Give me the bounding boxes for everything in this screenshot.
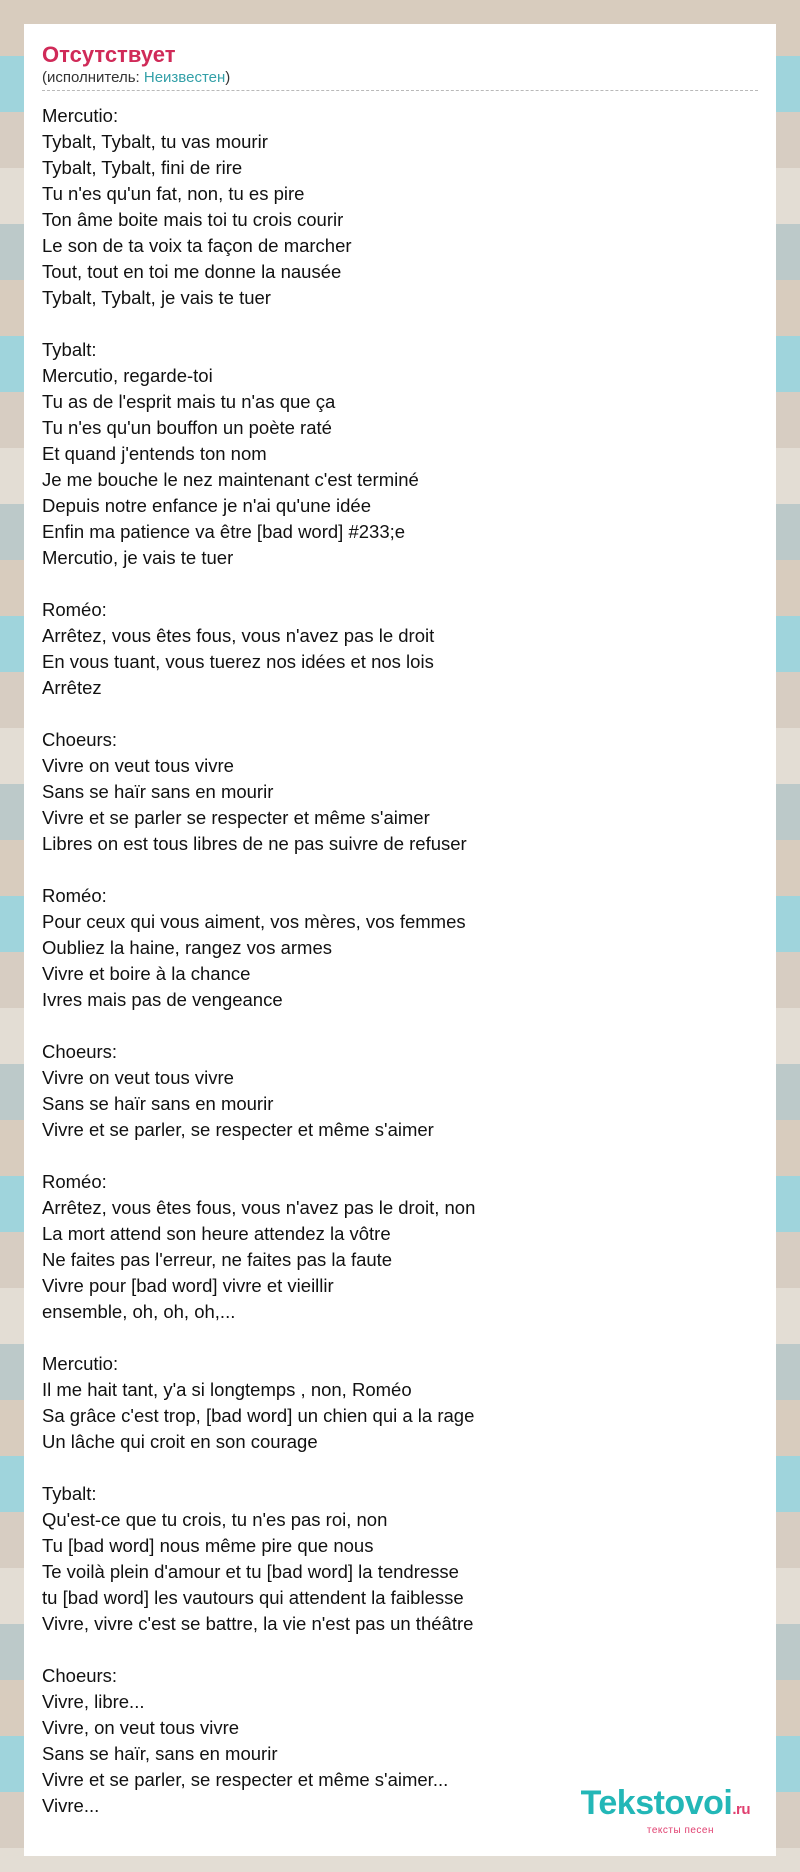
lyric-line: Un lâche qui croit en son courage <box>42 1431 318 1452</box>
lyric-line: Arrêtez, vous êtes fous, vous n'avez pas le droit, non <box>42 1197 476 1218</box>
lyric-line: Mercutio, je vais te tuer <box>42 547 234 568</box>
lyric-line: Le son de ta voix ta façon de marcher <box>42 235 352 256</box>
lyric-line: Sans se haïr, sans en mourir <box>42 1743 278 1764</box>
lyric-line: Ivres mais pas de vengeance <box>42 989 283 1010</box>
stanza-speaker: Choeurs: <box>42 1665 118 1686</box>
lyric-line: Libres on est tous libres de ne pas suivre de refuser <box>42 833 467 854</box>
lyric-line: Pour ceux qui vous aiment, vos mères, vos femmes <box>42 911 466 932</box>
lyric-line: Depuis notre enfance je n'ai qu'une idée <box>42 495 371 516</box>
lyric-line: Vivre, on veut tous vivre <box>42 1717 240 1738</box>
artist-link[interactable]: Неизвестен <box>143 69 226 86</box>
stanza-speaker: Mercutio: <box>42 105 119 126</box>
lyric-line: Tu n'es qu'un fat, non, tu es pire <box>42 183 305 204</box>
lyric-line: Ton âme boite mais toi tu crois courir <box>42 209 344 230</box>
lyrics-body <box>42 103 758 1819</box>
stanza-speaker: Tybalt: <box>42 339 97 360</box>
lyric-line: Vivre et se parler se respecter et même s'aimer <box>42 807 430 828</box>
lyric-line: Ne faites pas l'erreur, ne faites pas la faute <box>42 1249 393 1270</box>
stanza-speaker: Mercutio: <box>42 1353 119 1374</box>
lyric-line: Enfin ma patience va être [bad word] #233;e <box>42 521 406 542</box>
lyric-line: Vivre et se parler, se respecter et même s'aimer... <box>42 1769 449 1790</box>
lyric-line: Sans se haïr sans en mourir <box>42 1093 274 1114</box>
lyrics-stanza <box>42 337 758 571</box>
lyric-line: Mercutio, regarde-toi <box>42 365 213 386</box>
lyric-line: Tu as de l'esprit mais tu n'as que ça <box>42 391 336 412</box>
logo-name: Tekstovoi <box>580 1784 733 1822</box>
lyric-line: Tu n'es qu'un bouffon un poète raté <box>42 417 332 438</box>
lyric-line: Vivre et boire à la chance <box>42 963 251 984</box>
lyrics-stanza <box>42 727 758 857</box>
stanza-speaker: Choeurs: <box>42 1041 118 1062</box>
stanza-speaker: Roméo: <box>42 599 107 620</box>
lyrics-stanza <box>42 883 758 1013</box>
artist-line <box>42 68 758 91</box>
lyric-line: La mort attend son heure attendez la vôtre <box>42 1223 391 1244</box>
lyrics-card <box>24 24 776 1856</box>
lyrics-stanza <box>42 597 758 701</box>
stanza-speaker: Choeurs: <box>42 729 118 750</box>
lyric-line: Arrêtez, vous êtes fous, vous n'avez pas le droit <box>42 625 435 646</box>
lyric-line: Sans se haïr sans en mourir <box>42 781 274 802</box>
lyric-line: Te voilà plein d'amour et tu [bad word] la tendresse <box>42 1561 459 1582</box>
lyrics-stanza <box>42 1351 758 1455</box>
lyric-line: Vivre pour [bad word] vivre et vieillir <box>42 1275 334 1296</box>
lyric-line: Il me hait tant, y'a si longtemps , non, Roméo <box>42 1379 412 1400</box>
lyric-line: En vous tuant, vous tuerez nos idées et nos lois <box>42 651 434 672</box>
lyric-line: Tout, tout en toi me donne la nausée <box>42 261 342 282</box>
lyrics-stanza <box>42 103 758 311</box>
lyric-line: Arrêtez <box>42 677 102 698</box>
logo-wordmark <box>581 1786 750 1827</box>
lyric-line: Tybalt, Tybalt, tu vas mourir <box>42 131 268 152</box>
stanza-speaker: Roméo: <box>42 885 107 906</box>
lyric-line: Vivre, vivre c'est se battre, la vie n'est pas un théâtre <box>42 1613 474 1634</box>
lyric-line: Oubliez la haine, rangez vos armes <box>42 937 332 958</box>
logo-tagline: тексты песен <box>646 1825 714 1836</box>
lyric-line: Et quand j'entends ton nom <box>42 443 267 464</box>
lyrics-stanza <box>42 1039 758 1143</box>
lyric-line: tu [bad word] les vautours qui attendent la faiblesse <box>42 1587 464 1608</box>
lyric-line: Vivre... <box>42 1795 100 1816</box>
lyric-line: Vivre, libre... <box>42 1691 145 1712</box>
stanza-speaker: Roméo: <box>42 1171 107 1192</box>
lyric-line: ensemble, oh, oh, oh,... <box>42 1301 236 1322</box>
artist-prefix: (исполнитель: <box>42 69 144 86</box>
stanza-speaker: Tybalt: <box>42 1483 97 1504</box>
lyric-line: Tybalt, Tybalt, je vais te tuer <box>42 287 271 308</box>
lyric-line: Je me bouche le nez maintenant c'est terminé <box>42 469 419 490</box>
lyric-line: Tybalt, Tybalt, fini de rire <box>42 157 243 178</box>
site-logo[interactable] <box>581 1786 750 1836</box>
lyric-line: Qu'est-ce que tu crois, tu n'es pas roi, non <box>42 1509 388 1530</box>
lyric-line: Vivre et se parler, se respecter et même s'aimer <box>42 1119 434 1140</box>
lyric-line: Vivre on veut tous vivre <box>42 1067 234 1088</box>
song-title: Отсутствует <box>42 42 176 67</box>
artist-suffix: ) <box>225 69 231 86</box>
lyric-line: Sa grâce c'est trop, [bad word] un chien qui a la rage <box>42 1405 475 1426</box>
lyrics-stanza <box>42 1169 758 1325</box>
lyrics-stanza <box>42 1481 758 1637</box>
lyric-line: Tu [bad word] nous même pire que nous <box>42 1535 374 1556</box>
logo-tld: .ru <box>732 1801 750 1818</box>
lyric-line: Vivre on veut tous vivre <box>42 755 234 776</box>
